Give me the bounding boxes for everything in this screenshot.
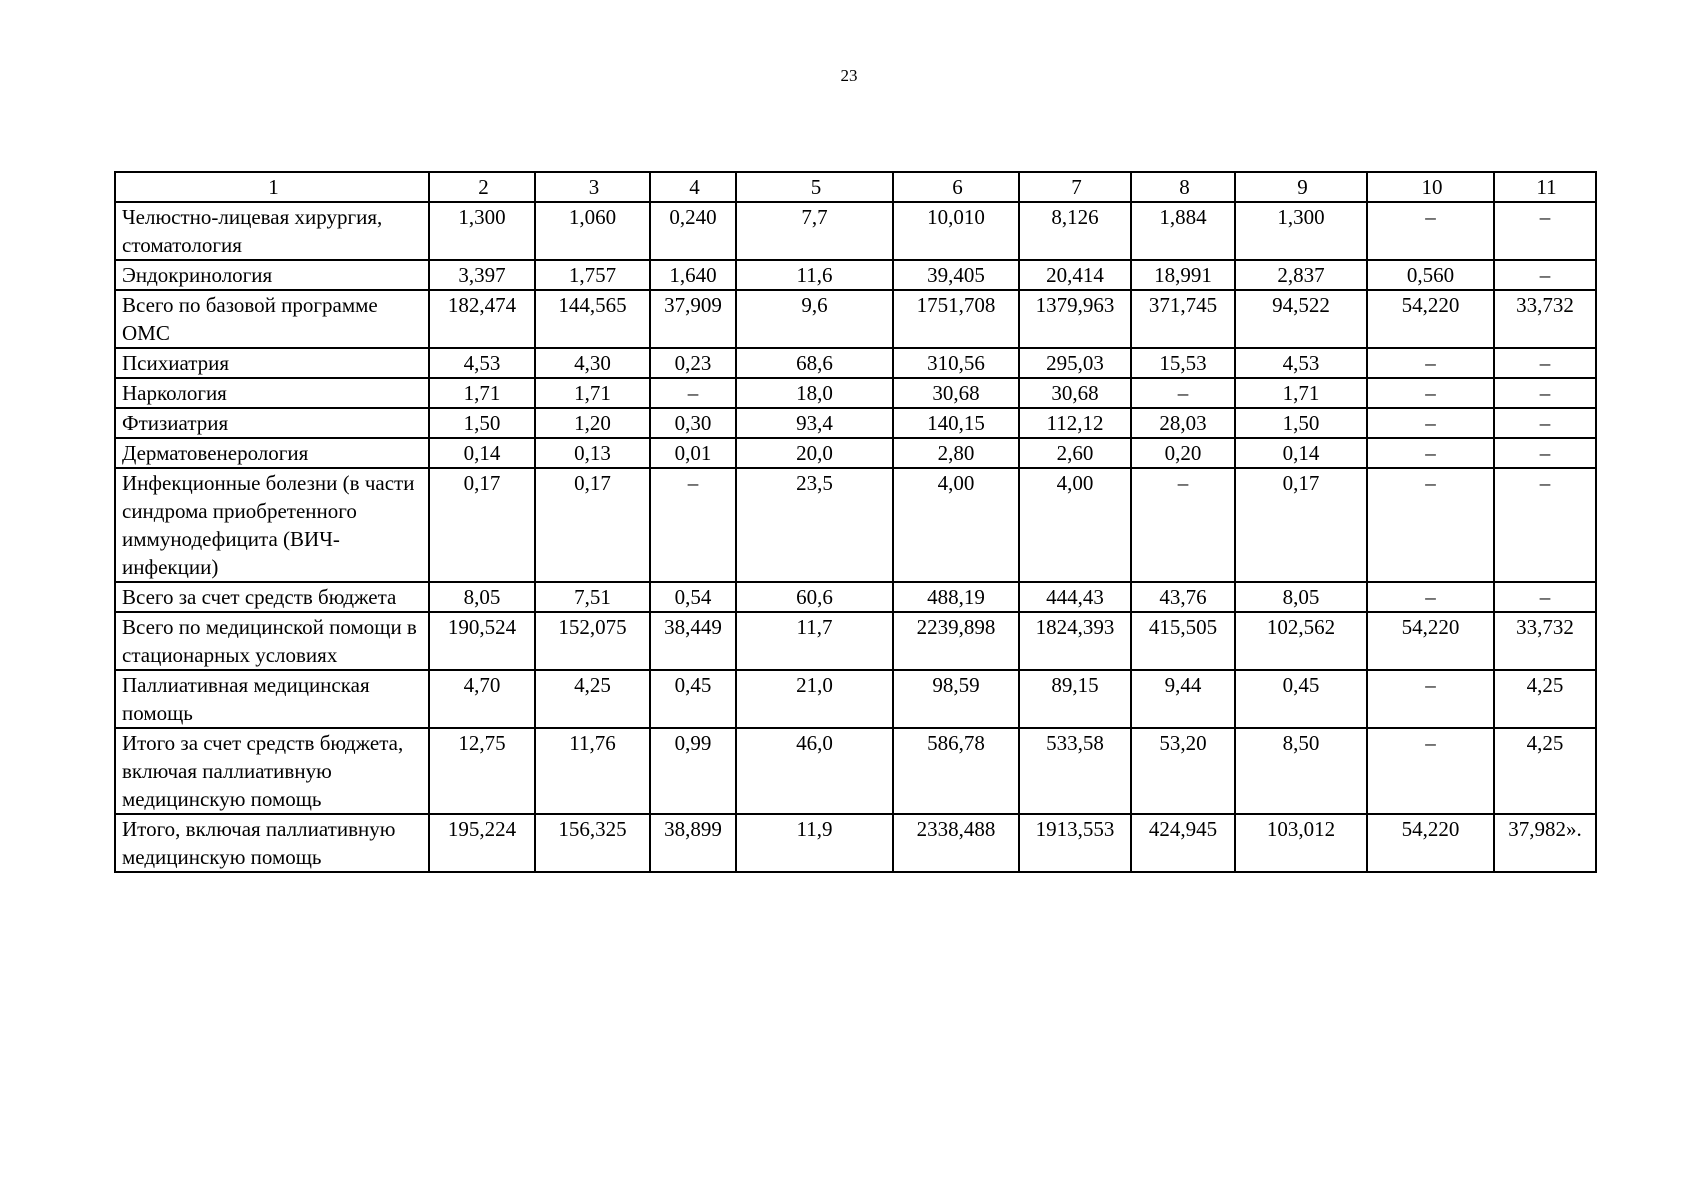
column-header: 1 bbox=[115, 172, 429, 202]
column-header: 5 bbox=[736, 172, 893, 202]
table-cell: 37,909 bbox=[650, 290, 736, 348]
table-cell: 18,991 bbox=[1131, 260, 1235, 290]
table-cell: 11,6 bbox=[736, 260, 893, 290]
table-cell: 0,45 bbox=[650, 670, 736, 728]
table-cell: 1751,708 bbox=[893, 290, 1019, 348]
row-label: Итого, включая паллиативную медицинскую помощь bbox=[115, 814, 429, 872]
row-label: Эндокринология bbox=[115, 260, 429, 290]
table-cell: 0,560 bbox=[1367, 260, 1494, 290]
table-cell: 1379,963 bbox=[1019, 290, 1131, 348]
table-cell: 7,51 bbox=[535, 582, 650, 612]
table-cell: 89,15 bbox=[1019, 670, 1131, 728]
table-cell: 4,00 bbox=[1019, 468, 1131, 582]
column-header: 4 bbox=[650, 172, 736, 202]
table-cell: 8,50 bbox=[1235, 728, 1367, 814]
table-cell: 54,220 bbox=[1367, 612, 1494, 670]
table-cell: – bbox=[1131, 468, 1235, 582]
table-cell: 152,075 bbox=[535, 612, 650, 670]
column-header: 3 bbox=[535, 172, 650, 202]
table-cell: – bbox=[1494, 408, 1596, 438]
table-cell: 9,44 bbox=[1131, 670, 1235, 728]
table-cell: 54,220 bbox=[1367, 814, 1494, 872]
table-cell: – bbox=[1494, 582, 1596, 612]
table-cell: 8,05 bbox=[1235, 582, 1367, 612]
table-cell: 0,13 bbox=[535, 438, 650, 468]
table-cell: 53,20 bbox=[1131, 728, 1235, 814]
table-row bbox=[115, 670, 1596, 728]
table-cell: 424,945 bbox=[1131, 814, 1235, 872]
table-cell: – bbox=[1494, 438, 1596, 468]
table-row bbox=[115, 814, 1596, 872]
table-cell: 4,00 bbox=[893, 468, 1019, 582]
table-cell: – bbox=[1367, 202, 1494, 260]
table-cell: 4,53 bbox=[429, 348, 535, 378]
table-cell: 68,6 bbox=[736, 348, 893, 378]
table-cell: 371,745 bbox=[1131, 290, 1235, 348]
table-cell: 38,899 bbox=[650, 814, 736, 872]
table-cell: – bbox=[650, 378, 736, 408]
table-cell: 1,060 bbox=[535, 202, 650, 260]
table-cell: 3,397 bbox=[429, 260, 535, 290]
table-cell: 4,30 bbox=[535, 348, 650, 378]
table-row bbox=[115, 728, 1596, 814]
table-row bbox=[115, 202, 1596, 260]
table-cell: 9,6 bbox=[736, 290, 893, 348]
table-cell: 37,982». bbox=[1494, 814, 1596, 872]
table-cell: 102,562 bbox=[1235, 612, 1367, 670]
table-row bbox=[115, 612, 1596, 670]
table-cell: 488,19 bbox=[893, 582, 1019, 612]
table-row bbox=[115, 290, 1596, 348]
table-cell: 140,15 bbox=[893, 408, 1019, 438]
table-cell: 46,0 bbox=[736, 728, 893, 814]
row-label: Челюстно-лицевая хирургия, стоматология bbox=[115, 202, 429, 260]
table-row bbox=[115, 582, 1596, 612]
table-cell: 20,414 bbox=[1019, 260, 1131, 290]
table-cell: 1,50 bbox=[1235, 408, 1367, 438]
table-cell: 0,20 bbox=[1131, 438, 1235, 468]
table-cell: 0,01 bbox=[650, 438, 736, 468]
column-header: 2 bbox=[429, 172, 535, 202]
row-label: Всего по медицинской помощи в стационарных условиях bbox=[115, 612, 429, 670]
row-label: Психиатрия bbox=[115, 348, 429, 378]
table-cell: – bbox=[1494, 468, 1596, 582]
table-cell: 2338,488 bbox=[893, 814, 1019, 872]
column-header: 7 bbox=[1019, 172, 1131, 202]
table-cell: 1,300 bbox=[1235, 202, 1367, 260]
table-cell: 23,5 bbox=[736, 468, 893, 582]
table-cell: 54,220 bbox=[1367, 290, 1494, 348]
row-label: Всего за счет средств бюджета bbox=[115, 582, 429, 612]
table-cell: 15,53 bbox=[1131, 348, 1235, 378]
row-label: Итого за счет средств бюджета, включая паллиативную медицинскую помощь bbox=[115, 728, 429, 814]
table-cell: 586,78 bbox=[893, 728, 1019, 814]
table-row bbox=[115, 408, 1596, 438]
table-cell: – bbox=[1367, 348, 1494, 378]
table-cell: 0,17 bbox=[1235, 468, 1367, 582]
table-cell: 295,03 bbox=[1019, 348, 1131, 378]
data-table bbox=[114, 171, 1597, 873]
table-cell: – bbox=[1367, 468, 1494, 582]
table-cell: 2,60 bbox=[1019, 438, 1131, 468]
table-cell: 0,23 bbox=[650, 348, 736, 378]
table-cell: 195,224 bbox=[429, 814, 535, 872]
table-cell: 1,71 bbox=[535, 378, 650, 408]
table-cell: – bbox=[1131, 378, 1235, 408]
table-row bbox=[115, 260, 1596, 290]
row-label: Наркология bbox=[115, 378, 429, 408]
table-cell: 8,126 bbox=[1019, 202, 1131, 260]
table-cell: 1,71 bbox=[1235, 378, 1367, 408]
table-cell: 2239,898 bbox=[893, 612, 1019, 670]
column-header: 9 bbox=[1235, 172, 1367, 202]
table-cell: 4,25 bbox=[1494, 670, 1596, 728]
table-cell: 28,03 bbox=[1131, 408, 1235, 438]
table-cell: – bbox=[650, 468, 736, 582]
table-cell: – bbox=[1494, 260, 1596, 290]
row-label: Паллиативная медицинская помощь bbox=[115, 670, 429, 728]
table-cell: 144,565 bbox=[535, 290, 650, 348]
table-cell: 190,524 bbox=[429, 612, 535, 670]
table-cell: 12,75 bbox=[429, 728, 535, 814]
table-cell: 1,71 bbox=[429, 378, 535, 408]
table-cell: 11,76 bbox=[535, 728, 650, 814]
table-cell: 0,14 bbox=[429, 438, 535, 468]
table-cell: 182,474 bbox=[429, 290, 535, 348]
table-cell: 1,757 bbox=[535, 260, 650, 290]
table-cell: 1,20 bbox=[535, 408, 650, 438]
table-body bbox=[115, 202, 1596, 872]
table-cell: – bbox=[1367, 728, 1494, 814]
table-cell: 1,884 bbox=[1131, 202, 1235, 260]
row-label: Инфекционные болезни (в части синдрома приобретенного иммунодефицита (ВИЧ-инфекции) bbox=[115, 468, 429, 582]
table-cell: 4,25 bbox=[535, 670, 650, 728]
table-cell: – bbox=[1494, 378, 1596, 408]
table-row bbox=[115, 468, 1596, 582]
table-cell: 0,45 bbox=[1235, 670, 1367, 728]
table-cell: – bbox=[1367, 438, 1494, 468]
table-cell: 0,17 bbox=[535, 468, 650, 582]
table-cell: 2,80 bbox=[893, 438, 1019, 468]
row-label: Дерматовенерология bbox=[115, 438, 429, 468]
table-cell: 11,7 bbox=[736, 612, 893, 670]
table-cell: – bbox=[1367, 378, 1494, 408]
table-cell: 156,325 bbox=[535, 814, 650, 872]
table-cell: 103,012 bbox=[1235, 814, 1367, 872]
table-row bbox=[115, 378, 1596, 408]
table-cell: 4,70 bbox=[429, 670, 535, 728]
table-cell: 7,7 bbox=[736, 202, 893, 260]
table-cell: 98,59 bbox=[893, 670, 1019, 728]
table-cell: – bbox=[1494, 348, 1596, 378]
table-cell: 30,68 bbox=[1019, 378, 1131, 408]
table-cell: 94,522 bbox=[1235, 290, 1367, 348]
table-cell: 310,56 bbox=[893, 348, 1019, 378]
table-cell: 60,6 bbox=[736, 582, 893, 612]
table-cell: 0,99 bbox=[650, 728, 736, 814]
table-cell: 38,449 bbox=[650, 612, 736, 670]
row-label: Всего по базовой программе ОМС bbox=[115, 290, 429, 348]
table-cell: 0,17 bbox=[429, 468, 535, 582]
table-cell: 0,54 bbox=[650, 582, 736, 612]
table-cell: 1824,393 bbox=[1019, 612, 1131, 670]
table-cell: 1,640 bbox=[650, 260, 736, 290]
table-cell: 1,50 bbox=[429, 408, 535, 438]
table-cell: 33,732 bbox=[1494, 290, 1596, 348]
table-cell: 18,0 bbox=[736, 378, 893, 408]
table-cell: 4,25 bbox=[1494, 728, 1596, 814]
table-cell: – bbox=[1367, 582, 1494, 612]
column-header: 8 bbox=[1131, 172, 1235, 202]
table-cell: 21,0 bbox=[736, 670, 893, 728]
table-cell: 1,300 bbox=[429, 202, 535, 260]
table-cell: 444,43 bbox=[1019, 582, 1131, 612]
table-row bbox=[115, 438, 1596, 468]
table-cell: – bbox=[1494, 202, 1596, 260]
table-cell: 4,53 bbox=[1235, 348, 1367, 378]
page-number: 23 bbox=[840, 66, 858, 85]
table-cell: 11,9 bbox=[736, 814, 893, 872]
table-cell: 30,68 bbox=[893, 378, 1019, 408]
table-cell: 0,30 bbox=[650, 408, 736, 438]
column-header: 11 bbox=[1494, 172, 1596, 202]
table-cell: 20,0 bbox=[736, 438, 893, 468]
column-header: 6 bbox=[893, 172, 1019, 202]
table-cell: 10,010 bbox=[893, 202, 1019, 260]
table-cell: 0,14 bbox=[1235, 438, 1367, 468]
table-cell: 1913,553 bbox=[1019, 814, 1131, 872]
table-cell: 533,58 bbox=[1019, 728, 1131, 814]
table-cell: 112,12 bbox=[1019, 408, 1131, 438]
table-cell: – bbox=[1367, 670, 1494, 728]
column-header: 10 bbox=[1367, 172, 1494, 202]
table-cell: – bbox=[1367, 408, 1494, 438]
table-cell: 43,76 bbox=[1131, 582, 1235, 612]
table-cell: 93,4 bbox=[736, 408, 893, 438]
table-cell: 415,505 bbox=[1131, 612, 1235, 670]
table-header-row bbox=[115, 172, 1596, 202]
row-label: Фтизиатрия bbox=[115, 408, 429, 438]
table-row bbox=[115, 348, 1596, 378]
table-cell: 8,05 bbox=[429, 582, 535, 612]
table-cell: 0,240 bbox=[650, 202, 736, 260]
table-cell: 39,405 bbox=[893, 260, 1019, 290]
table-cell: 2,837 bbox=[1235, 260, 1367, 290]
table-cell: 33,732 bbox=[1494, 612, 1596, 670]
